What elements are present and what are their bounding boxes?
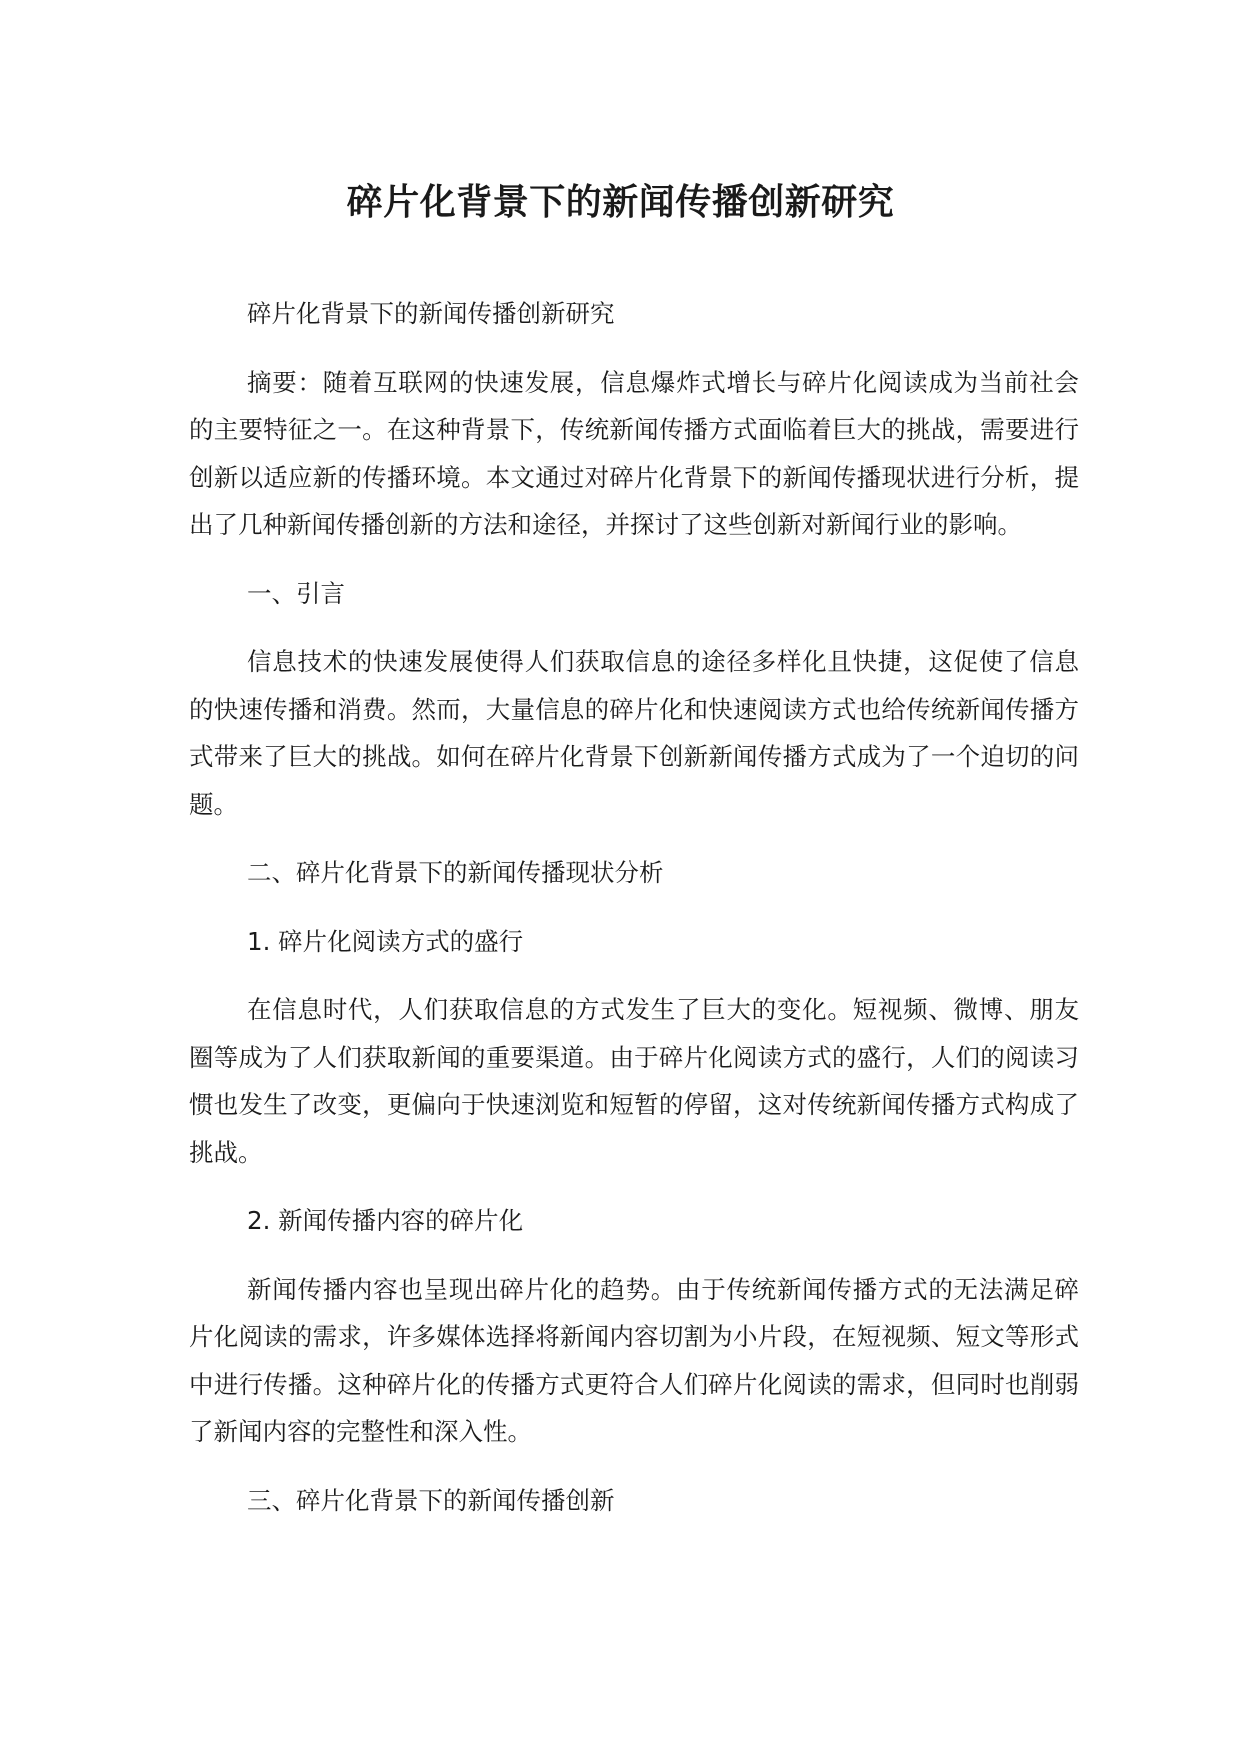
document-body: [189, 290, 1079, 1545]
reading-paragraph: 在信息时代，人们获取信息的方式发生了巨大的变化。短视频、微博、朋友圈等成为了人们获取新闻的重要渠道。由于碎片化阅读方式的盛行，人们的阅读习惯也发生了改变，更偏向于快速浏览和短暂的停留，这对传统新闻传播方式构成了挑战。: [189, 995, 1079, 1167]
section-heading-introduction: 一、引言: [247, 578, 345, 608]
section-heading-analysis: 二、碎片化背景下的新闻传播现状分析: [247, 858, 664, 887]
subtitle-paragraph: 碎片化背景下的新闻传播创新研究: [247, 299, 615, 328]
abstract-paragraph: 摘要：随着互联网的快速发展，信息爆炸式增长与碎片化阅读成为当前社会的主要特征之一。在这种背景下，传统新闻传播方式面临着巨大的挑战，需要进行创新以适应新的传播环境。本文通过对碎片化背景下的新闻传播现状进行分析，提出了几种新闻传播创新的方法和途径，并探讨了这些创新对新闻行业的影响。: [189, 367, 1079, 539]
section-heading-innovation: 三、碎片化背景下的新闻传播创新: [247, 1485, 615, 1515]
document-title: 碎片化背景下的新闻传播创新研究: [346, 182, 895, 223]
subsection-heading-reading: 1. 碎片化阅读方式的盛行: [247, 926, 524, 956]
introduction-paragraph: 信息技术的快速发展使得人们获取信息的途径多样化且快捷，这促使了信息的快速传播和消费。然而，大量信息的碎片化和快速阅读方式也给传统新闻传播方式带来了巨大的挑战。如何在碎片化背景下创新新闻传播方式成为了一个迫切的问题。: [189, 647, 1079, 819]
subsection-heading-content: 2. 新闻传播内容的碎片化: [247, 1206, 524, 1235]
content-paragraph: 新闻传播内容也呈现出碎片化的趋势。由于传统新闻传播方式的无法满足碎片化阅读的需求，许多媒体选择将新闻内容切割为小片段，在短视频、短文等形式中进行传播。这种碎片化的传播方式更符合人们碎片化阅读的需求，但同时也削弱了新闻内容的完整性和深入性。: [189, 1274, 1079, 1446]
